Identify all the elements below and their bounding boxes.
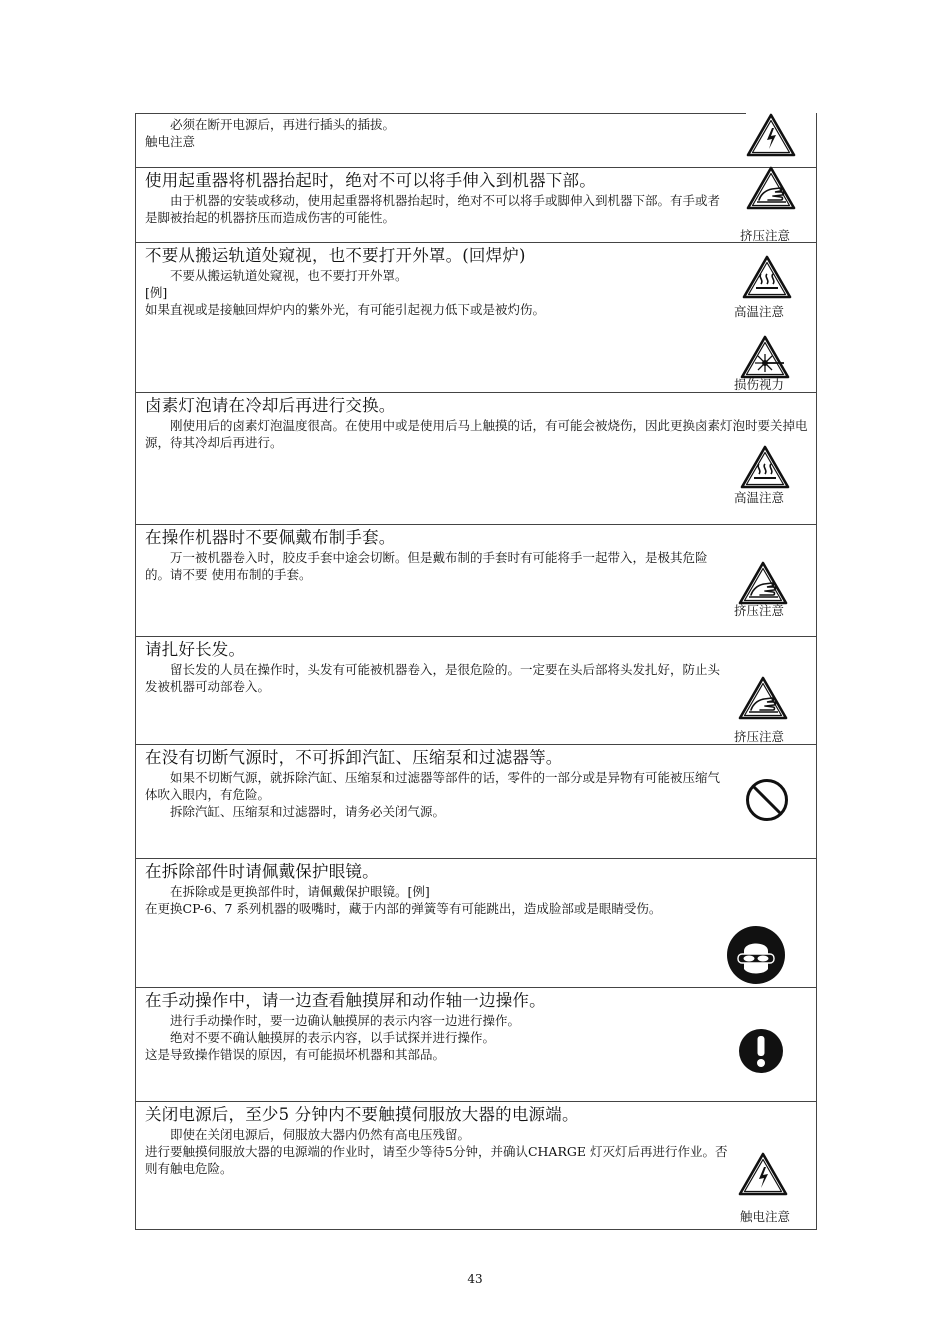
warning-text: 在拆除或是更换部件时，请佩戴保护眼镜。[例] xyxy=(170,884,430,899)
prohibition-icon xyxy=(744,777,790,823)
warning-title: 在手动操作中，请一边查看触摸屏和动作轴一边操作。 xyxy=(145,991,546,1010)
warning-label: 触电注意 xyxy=(145,134,196,149)
crush-hazard-icon xyxy=(738,561,788,605)
warning-section xyxy=(136,744,816,858)
warning-section xyxy=(136,1101,816,1229)
warning-section xyxy=(136,987,816,1101)
warning-title: 不要从搬运轨道处窥视，也不要打开外罩。(回焊炉) xyxy=(145,246,526,265)
icon-caption: 损伤视力 xyxy=(734,377,785,392)
icon-caption: 高温注意 xyxy=(734,490,785,505)
warning-table xyxy=(135,113,817,1230)
laser-radiation-icon xyxy=(740,335,790,379)
page-number: 43 xyxy=(467,1272,483,1286)
icon-caption: 挤压注意 xyxy=(734,603,785,618)
wear-goggles-icon xyxy=(726,925,786,985)
crush-hazard-icon xyxy=(738,676,788,720)
warning-text: 如果直视或是接触回焊炉内的紫外光，有可能引起视力低下或是被灼伤。 xyxy=(145,302,546,317)
crush-hazard-icon xyxy=(746,166,796,210)
hot-surface-icon xyxy=(740,445,790,489)
icon-caption: 挤压注意 xyxy=(740,228,791,243)
warning-title: 在没有切断气源时，不可拆卸汽缸、压缩泵和过滤器等。 xyxy=(145,748,563,767)
icon-caption: 触电注意 xyxy=(740,1209,791,1224)
warning-title: 在操作机器时不要佩戴布制手套。 xyxy=(145,528,396,547)
warning-text: 由于机器的安装或移动，使用起重器将机器抬起时，绝对不可以将手或脚伸入到机器下部。有手或者是脚被抬起的机器挤压而造成伤害的可能性。 xyxy=(145,193,721,225)
warning-text: 绝对不要不确认触摸屏的表示内容，以手试探并进行操作。 xyxy=(170,1030,496,1045)
warning-text: 这是导致操作错误的原因，有可能损坏机器和其部品。 xyxy=(145,1047,446,1062)
electric-shock-icon xyxy=(746,113,796,157)
warning-text: 拆除汽缸、压缩泵和过滤器时，请务必关闭气源。 xyxy=(170,804,446,819)
warning-title: 关闭电源后，至少5 分钟内不要触摸伺服放大器的电源端。 xyxy=(145,1105,579,1124)
icon-caption: 高温注意 xyxy=(734,304,785,319)
warning-section xyxy=(136,392,816,524)
warning-section xyxy=(136,242,816,392)
warning-text: 不要从搬运轨道处窥视，也不要打开外罩。 xyxy=(170,268,408,283)
warning-section xyxy=(136,524,816,636)
warning-title: 请扎好长发。 xyxy=(145,640,246,659)
warning-text: 刚使用后的卤素灯泡温度很高。在使用中或是使用后马上触摸的话，有可能会被烧伤，因此更换卤素灯泡时要关掉电源，待其冷却后再进行。 xyxy=(145,418,808,450)
mandatory-action-icon xyxy=(738,1028,784,1074)
warning-title: 在拆除部件时请佩戴保护眼镜。 xyxy=(145,862,379,881)
warning-text: 即使在关闭电源后，伺服放大器内仍然有高电压残留。 xyxy=(170,1127,471,1142)
warning-text: 如果不切断气源，就拆除汽缸、压缩泵和过滤器等部件的话，零件的一部分或是异物有可能被压缩气体吹入眼内，有危险。 xyxy=(145,770,721,802)
warning-title: 使用起重器将机器抬起时，绝对不可以将手伸入到机器下部。 xyxy=(145,171,596,190)
electric-shock-icon xyxy=(738,1152,788,1196)
warning-title: 卤素灯泡请在冷却后再进行交换。 xyxy=(145,396,396,415)
warning-section xyxy=(136,636,816,744)
warning-text: 进行要触摸伺服放大器的电源端的作业时，请至少等待5分钟，并确认CHARGE 灯灭灯后再进行作业。否则有触电危险。 xyxy=(145,1144,728,1176)
warning-text: 必须在断开电源后，再进行插头的插拔。 xyxy=(170,117,396,132)
icon-caption: 挤压注意 xyxy=(734,729,785,744)
warning-text: 进行手动操作时，要一边确认触摸屏的表示内容一边进行操作。 xyxy=(170,1013,521,1028)
hot-surface-icon xyxy=(742,255,792,299)
warning-section xyxy=(136,167,816,242)
warning-text: 万一被机器卷入时，胶皮手套中途会切断。但是戴布制的手套时有可能将手一起带入，是极其危险的。请不要 使用布制的手套。 xyxy=(145,550,708,582)
warning-section xyxy=(136,113,816,167)
warning-section xyxy=(136,858,816,987)
warning-text: [例] xyxy=(145,285,168,300)
warning-text: 在更换CP-6、7 系列机器的吸嘴时，藏于内部的弹簧等有可能跳出，造成脸部或是眼睛受伤。 xyxy=(145,901,662,916)
warning-text: 留长发的人员在操作时，头发有可能被机器卷入，是很危险的。一定要在头后部将头发扎好，防止头发被机器可动部卷入。 xyxy=(145,662,721,694)
